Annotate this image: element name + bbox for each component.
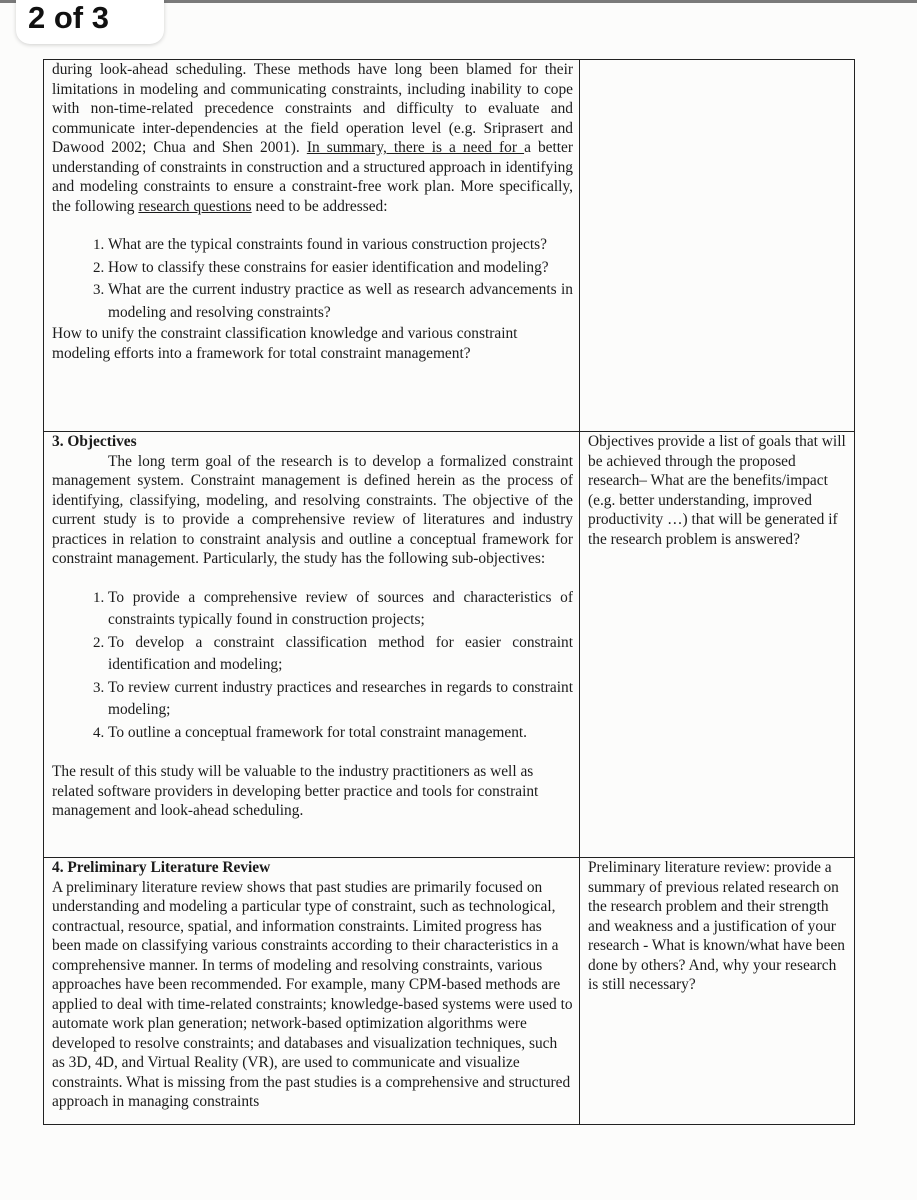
- research-questions-cell: [44, 60, 580, 432]
- closing-question: How to unify the constraint classification knowledge and various constraint modeling efforts into a framework for total constraint management?: [52, 325, 518, 362]
- research-questions-underlined: research questions: [138, 197, 252, 215]
- objectives-heading: 3. Objectives: [52, 433, 137, 450]
- intro-text-end: need to be addressed:: [251, 197, 388, 215]
- research-questions-list: [52, 234, 573, 324]
- summary-underlined: In summary, there is a need for: [306, 139, 525, 156]
- intro-text-mid: a better understanding of constraints in construction and a structured approach in identifying and modeling constraints to ensure a constraint-free work plan. More specifically, the following: [52, 139, 573, 215]
- list-item: 1. To provide a comprehensive review of sources and characteristics of constraints typically found in construction projects;: [108, 587, 573, 632]
- list-item: 2. How to classify these constrains for easier identification and modeling?: [108, 257, 573, 280]
- list-item: 1. What are the typical constraints found in various construction projects?: [108, 234, 573, 257]
- literature-review-note-cell: [580, 858, 855, 1125]
- page-counter: 2 of 3: [16, 0, 164, 44]
- objectives-cell: [44, 432, 580, 858]
- list-item: 2. To develop a constraint classification method for easier constraint identification and modeling;: [108, 632, 573, 677]
- result-paragraph: The result of this study will be valuable to the industry practitioners as well as related software providers in developing better practice and tools for constraint management and look-ahead scheduling.: [52, 763, 539, 819]
- proposal-table: [43, 59, 855, 1125]
- literature-review-paragraph: A preliminary literature review shows that past studies are primarily focused on understanding and modeling a particular type of constraint, such as technological, contractual, resource, spatial, and information constraints. Limited progress has been made on classifying various constraints according to their characteristics in a comprehensive manner. In terms of modeling and resolving constraints, various approaches have been recommended. For example, many CPM-based methods are applied to deal with time-related constraints; knowledge-based systems were used to automate work plan generation; network-based optimization algorithms were developed to resolve constraints; and databases and visualization techniques, such as 3D, 4D, and Virtual Reality (VR), are used to communicate and visualize constraints. What is missing from the past studies is a comprehensive and structured approach in managing constraints: [52, 878, 573, 1110]
- sub-objectives-list: [52, 587, 573, 745]
- literature-review-cell: [44, 858, 580, 1125]
- list-item: 4. To outline a conceptual framework for total constraint management.: [108, 722, 573, 745]
- table-row-research-questions: [44, 60, 855, 432]
- table-row-objectives: [44, 432, 855, 858]
- intro-text: during look-ahead scheduling. These methods have long been blamed for their limitations in modeling and communicating constraints, including inability to cope with non-time-related precedence constraints and difficulty to evaluate and communicate inter-dependencies at the field operation level (e.g. Sriprasert and Dawood 2002; Chua and Shen 2001).: [52, 61, 573, 156]
- literature-review-heading: 4. Preliminary Literature Review: [52, 859, 271, 876]
- problem-paragraph: [52, 60, 573, 216]
- research-questions-note-cell: [580, 60, 855, 432]
- objectives-note: Objectives provide a list of goals that will be achieved through the proposed research– What are the benefits/impact (e.g. better understanding, improved productivity …) that will be generated if the research problem is answered?: [588, 433, 846, 548]
- literature-review-note: Preliminary literature review: provide a summary of previous related research on the research problem and their strength and weakness and a justification of your research - What is known/what have been done by others? And, why your research is still necessary?: [588, 859, 845, 993]
- objectives-paragraph: The long term goal of the research is to develop a formalized constraint management system. Constraint management is defined herein as the process of identifying, classifying, modeling, and resolving constraints. The objective of the current study is to provide a comprehensive review of literatures and industry practices in relation to constraint analysis and outline a conceptual framework for constraint management. Particularly, the study has the following sub-objectives:: [52, 452, 573, 567]
- objectives-note-cell: [580, 432, 855, 858]
- list-item: 3. What are the current industry practice as well as research advancements in modeling and resolving constraints?: [108, 279, 573, 324]
- table-row-literature-review: [44, 858, 855, 1125]
- list-item: 3. To review current industry practices and researches in regards to constraint modeling;: [108, 677, 573, 722]
